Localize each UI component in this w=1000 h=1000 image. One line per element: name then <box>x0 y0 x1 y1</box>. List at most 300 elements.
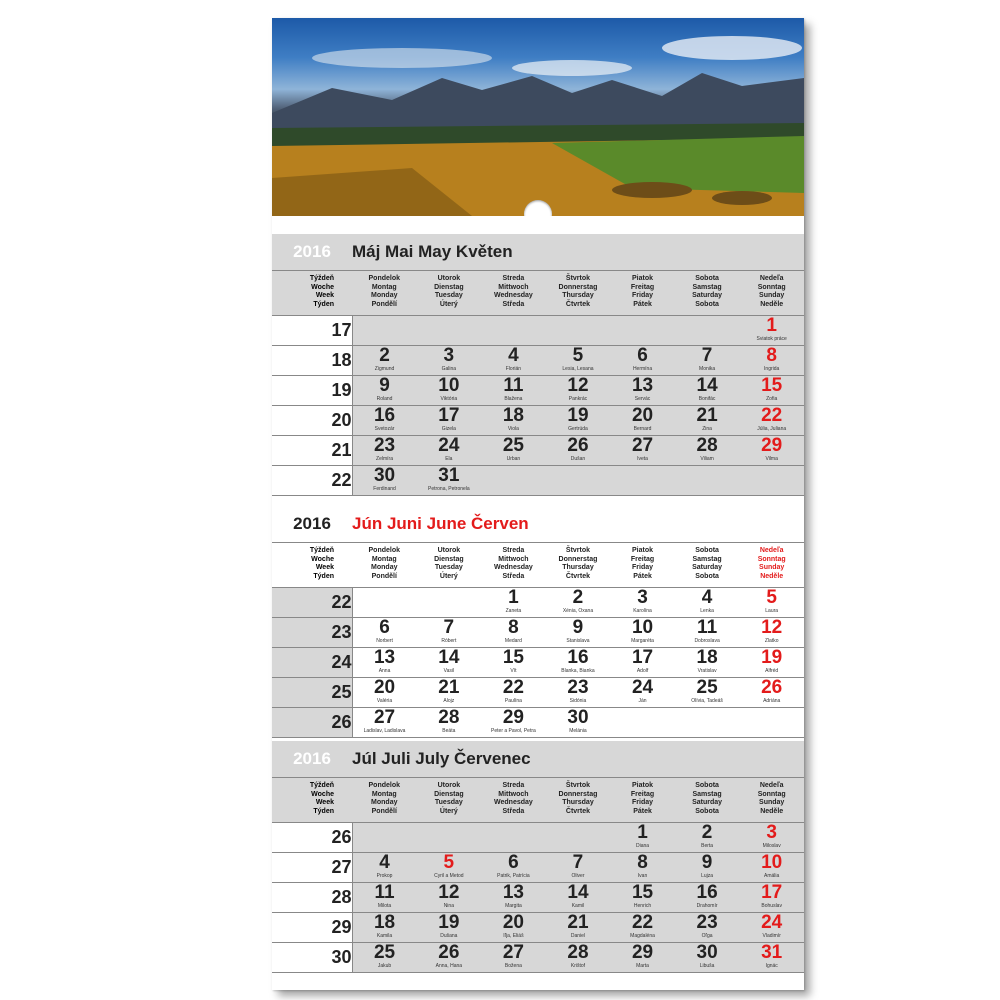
day-cell <box>352 853 417 883</box>
name-day: Svetozár <box>374 426 395 432</box>
weekday-header: Nedeľa Sonntag Sunday Neděle <box>739 778 804 823</box>
name-day: Gizela <box>441 426 456 432</box>
day-cell <box>739 618 804 648</box>
name-day: Marta <box>636 963 649 969</box>
day-number: 28 <box>567 942 589 963</box>
day-number: 22 <box>502 677 524 698</box>
day-cell <box>610 588 675 618</box>
week-row <box>272 678 804 708</box>
weekday-header: Sobota Samstag Saturday Sobota <box>675 543 740 588</box>
day-cell <box>739 346 804 376</box>
day-cell <box>675 648 740 678</box>
name-day: Žaneta <box>505 608 522 614</box>
name-day: Monika <box>699 366 716 372</box>
name-day: Vít <box>510 668 517 674</box>
day-cell <box>352 618 417 648</box>
week-number: 18 <box>272 346 352 376</box>
name-day: Florián <box>505 366 522 372</box>
day-number: 1 <box>766 315 777 336</box>
week-row <box>272 853 804 883</box>
day-cell <box>352 436 417 466</box>
weekday-header: Nedeľa Sonntag Sunday Neděle <box>739 271 804 316</box>
name-day: Valéria <box>376 698 393 704</box>
landscape-photo <box>272 18 804 216</box>
day-cell <box>417 406 482 436</box>
day-cell <box>739 853 804 883</box>
day-cell <box>546 883 611 913</box>
empty-day-cell <box>417 588 482 618</box>
week-number: 21 <box>272 436 352 466</box>
empty-day-cell <box>481 823 546 853</box>
name-day: Lujza <box>701 873 714 879</box>
month-block <box>272 234 804 496</box>
day-cell <box>675 913 740 943</box>
day-number: 27 <box>631 435 654 456</box>
day-cell <box>610 346 675 376</box>
day-number: 31 <box>761 942 783 963</box>
weekday-header: Utorok Dienstag Tuesday Úterý <box>417 543 482 588</box>
name-day: Oliver <box>571 873 585 879</box>
day-number: 12 <box>761 617 783 638</box>
name-day: Patrik, Patrícia <box>497 873 530 879</box>
day-cell <box>675 588 740 618</box>
name-day: Xénia, Oxana <box>562 608 594 614</box>
week-number: 25 <box>272 678 352 708</box>
day-number: 23 <box>373 435 396 456</box>
day-number: 26 <box>567 435 589 456</box>
day-number: 19 <box>567 405 589 426</box>
month-block <box>272 506 804 738</box>
week-number: 20 <box>272 406 352 436</box>
name-day: Drahomír <box>696 903 718 909</box>
week-number: 28 <box>272 883 352 913</box>
day-number: 8 <box>637 852 648 873</box>
day-cell <box>739 648 804 678</box>
day-number: 18 <box>696 647 718 668</box>
name-day: Roland <box>376 396 393 402</box>
week-row <box>272 823 804 853</box>
day-cell <box>675 883 740 913</box>
name-day: Kamil <box>571 903 585 909</box>
name-day: Henrich <box>633 903 652 909</box>
name-day: Róbert <box>441 638 457 644</box>
week-row <box>272 618 804 648</box>
empty-day-cell <box>352 316 417 346</box>
day-cell <box>546 853 611 883</box>
day-cell <box>481 376 546 406</box>
empty-day-cell <box>739 708 804 738</box>
weekday-header: Sobota Samstag Saturday Sobota <box>675 778 740 823</box>
day-cell <box>739 943 804 973</box>
name-day: Margita <box>505 903 522 909</box>
day-cell <box>610 913 675 943</box>
day-cell <box>417 436 482 466</box>
day-cell <box>739 588 804 618</box>
day-cell <box>546 436 611 466</box>
day-cell <box>481 618 546 648</box>
empty-day-cell <box>352 588 417 618</box>
day-cell <box>481 588 546 618</box>
day-number: 1 <box>637 822 648 843</box>
day-number: 30 <box>567 707 589 728</box>
name-day: Miloslav <box>762 843 781 849</box>
day-number: 5 <box>766 587 777 608</box>
day-number: 17 <box>631 647 654 668</box>
weekday-header: Streda Mittwoch Wednesday Středa <box>481 778 546 823</box>
day-number: 20 <box>502 912 524 933</box>
name-day: Margaréta <box>631 638 654 644</box>
weekday-header: Streda Mittwoch Wednesday Středa <box>481 271 546 316</box>
day-cell <box>417 618 482 648</box>
empty-day-cell <box>739 466 804 496</box>
name-day: Viktória <box>440 396 458 402</box>
month-year: 2016 <box>293 242 331 261</box>
day-number: 24 <box>631 677 654 698</box>
day-number: 7 <box>701 345 713 366</box>
day-number: 25 <box>696 677 718 698</box>
week-row <box>272 376 804 406</box>
day-number: 4 <box>508 345 519 366</box>
day-number: 10 <box>761 852 783 873</box>
name-day: Vasil <box>443 668 455 674</box>
day-number: 28 <box>696 435 718 456</box>
day-number: 6 <box>637 345 648 366</box>
weekday-header: Pondelok Montag Monday Pondělí <box>352 543 417 588</box>
day-cell <box>352 678 417 708</box>
day-number: 9 <box>572 617 584 638</box>
weekday-header: Nedeľa Sonntag Sunday Neděle <box>739 543 804 588</box>
day-cell <box>481 883 546 913</box>
week-number-header: Týždeň Woche Week Týden <box>272 543 352 588</box>
day-cell <box>675 436 740 466</box>
name-day: Libuša <box>699 963 715 969</box>
day-number: 27 <box>502 942 524 963</box>
day-cell <box>352 346 417 376</box>
name-day: Bonifác <box>698 396 716 402</box>
name-day: Iľja, Eliáš <box>503 933 524 939</box>
day-cell <box>546 406 611 436</box>
day-number: 23 <box>696 912 718 933</box>
day-cell <box>546 913 611 943</box>
weekday-header: Pondelok Montag Monday Pondělí <box>352 271 417 316</box>
day-cell <box>610 406 675 436</box>
week-number: 24 <box>272 648 352 678</box>
wall-calendar <box>272 18 804 990</box>
day-number: 30 <box>373 465 396 486</box>
week-number: 26 <box>272 708 352 738</box>
day-cell <box>481 648 546 678</box>
week-number: 23 <box>272 618 352 648</box>
week-row <box>272 943 804 973</box>
day-cell <box>417 943 482 973</box>
name-day: Cyril a Metod <box>434 873 464 879</box>
weekday-header: Piatok Freitag Friday Pátek <box>610 778 675 823</box>
month-block <box>272 741 804 973</box>
day-cell <box>739 823 804 853</box>
weekday-header: Utorok Dienstag Tuesday Úterý <box>417 271 482 316</box>
name-day: Blažena <box>504 396 523 402</box>
name-day: Dobroslava <box>694 638 720 644</box>
day-cell <box>739 883 804 913</box>
day-number: 10 <box>438 375 460 396</box>
name-day: Amália <box>764 873 780 879</box>
empty-day-cell <box>546 466 611 496</box>
name-day: Lenka <box>700 608 714 614</box>
day-number: 15 <box>761 375 783 396</box>
day-cell <box>610 648 675 678</box>
week-number: 30 <box>272 943 352 973</box>
day-cell <box>417 883 482 913</box>
name-day: Iveta <box>637 456 648 462</box>
day-cell <box>610 436 675 466</box>
day-number: 6 <box>379 617 390 638</box>
day-cell <box>675 943 740 973</box>
name-day: Diana <box>635 843 650 849</box>
name-day: Viola <box>507 426 519 432</box>
day-cell <box>739 436 804 466</box>
day-cell <box>546 376 611 406</box>
day-number: 14 <box>438 647 460 668</box>
name-day: Viliam <box>700 456 714 462</box>
week-row <box>272 466 804 496</box>
month-title: Máj Mai May Květen <box>352 242 513 261</box>
week-number: 29 <box>272 913 352 943</box>
landscape-illustration <box>272 18 804 216</box>
day-cell <box>417 853 482 883</box>
day-cell <box>352 466 417 496</box>
name-day: Bohuslav <box>761 903 782 909</box>
day-cell <box>675 406 740 436</box>
week-number-header: Týždeň Woche Week Týden <box>272 271 352 316</box>
week-row <box>272 588 804 618</box>
empty-day-cell <box>610 466 675 496</box>
day-cell <box>610 943 675 973</box>
month-title: Júl Juli July Červenec <box>352 749 531 768</box>
month-grid <box>272 271 804 496</box>
week-row <box>272 346 804 376</box>
day-cell <box>481 678 546 708</box>
empty-day-cell <box>610 708 675 738</box>
day-number: 16 <box>373 405 396 426</box>
name-day: Ingrida <box>764 366 780 372</box>
day-number: 25 <box>373 942 396 963</box>
name-day: Ela <box>445 456 453 462</box>
name-day: Prokop <box>376 873 393 879</box>
weekday-header: Štvrtok Donnerstag Thursday Čtvrtek <box>546 543 611 588</box>
name-day: Nina <box>443 903 454 909</box>
name-day: Servác <box>634 396 651 402</box>
name-day: Stanislava <box>566 638 590 644</box>
day-cell <box>481 436 546 466</box>
name-day: Ignác <box>765 963 778 969</box>
day-number: 29 <box>761 435 783 456</box>
day-number: 2 <box>701 822 713 843</box>
name-day: Sidónia <box>569 698 587 704</box>
weekday-header: Štvrtok Donnerstag Thursday Čtvrtek <box>546 271 611 316</box>
day-cell <box>610 376 675 406</box>
day-cell <box>739 316 804 346</box>
weekday-header: Utorok Dienstag Tuesday Úterý <box>417 778 482 823</box>
day-cell <box>739 678 804 708</box>
month-header <box>272 741 804 778</box>
name-day: Hermína <box>632 366 653 372</box>
day-number: 14 <box>567 882 589 903</box>
empty-day-cell <box>610 316 675 346</box>
day-number: 4 <box>701 587 713 608</box>
day-cell <box>417 708 482 738</box>
name-day: Blanka, Bianka <box>561 668 595 674</box>
day-cell <box>417 346 482 376</box>
month-header <box>272 234 804 271</box>
week-number: 26 <box>272 823 352 853</box>
day-number: 20 <box>373 677 396 698</box>
day-cell <box>739 376 804 406</box>
name-day: Vladimír <box>762 933 781 939</box>
name-day: Norbert <box>376 638 393 644</box>
month-year: 2016 <box>293 749 331 768</box>
day-number: 10 <box>631 617 654 638</box>
weekday-header: Pondelok Montag Monday Pondělí <box>352 778 417 823</box>
day-cell <box>352 883 417 913</box>
day-cell <box>546 678 611 708</box>
day-number: 11 <box>374 882 395 903</box>
name-day: Júlia, Juliana <box>757 426 787 432</box>
name-day: Anna, Hana <box>435 963 463 969</box>
day-number: 9 <box>701 852 713 873</box>
name-day: Berta <box>701 843 714 849</box>
day-number: 6 <box>508 852 519 873</box>
day-number: 26 <box>761 677 783 698</box>
weekday-header-row <box>272 271 804 316</box>
day-number: 9 <box>379 375 390 396</box>
day-cell <box>546 648 611 678</box>
name-day: Petrona, Petronela <box>427 486 470 492</box>
week-row <box>272 913 804 943</box>
day-cell <box>675 618 740 648</box>
day-number: 24 <box>761 912 783 933</box>
day-cell <box>546 588 611 618</box>
day-cell <box>739 406 804 436</box>
empty-day-cell <box>675 316 740 346</box>
weekday-header: Piatok Freitag Friday Pátek <box>610 543 675 588</box>
day-cell <box>546 708 611 738</box>
month-year: 2016 <box>293 514 331 533</box>
day-cell <box>481 406 546 436</box>
day-cell <box>481 943 546 973</box>
day-number: 20 <box>631 405 654 426</box>
name-day: Oľga <box>701 933 713 939</box>
name-day: Urban <box>506 456 521 462</box>
day-cell <box>481 346 546 376</box>
name-day: Gertrúda <box>568 426 588 432</box>
day-cell <box>610 678 675 708</box>
day-number: 15 <box>631 882 654 903</box>
day-cell <box>352 376 417 406</box>
day-number: 3 <box>637 587 648 608</box>
name-day: Melánia <box>569 728 587 734</box>
day-number: 13 <box>373 647 396 668</box>
name-day: Pankrác <box>568 396 588 402</box>
name-day: Milota <box>377 903 392 909</box>
day-cell <box>417 376 482 406</box>
day-cell <box>610 618 675 648</box>
day-number: 8 <box>766 345 777 366</box>
day-cell <box>417 678 482 708</box>
day-number: 5 <box>572 345 584 366</box>
day-cell <box>610 853 675 883</box>
empty-day-cell <box>417 823 482 853</box>
day-number: 31 <box>438 465 460 486</box>
day-number: 2 <box>379 345 390 366</box>
day-number: 11 <box>503 375 524 396</box>
name-day: Magdaléna <box>630 933 655 939</box>
week-row <box>272 406 804 436</box>
week-row <box>272 436 804 466</box>
name-day: Krištof <box>570 963 586 969</box>
day-cell <box>417 913 482 943</box>
name-day: Želmíra <box>376 456 393 462</box>
week-number: 27 <box>272 853 352 883</box>
day-cell <box>610 823 675 853</box>
name-day: Adriána <box>763 698 781 704</box>
day-number: 27 <box>373 707 396 728</box>
day-cell <box>481 708 546 738</box>
name-day: Laura <box>765 608 779 614</box>
month-title: Jún Juni June Červen <box>352 514 529 533</box>
day-cell <box>352 648 417 678</box>
weekday-header: Piatok Freitag Friday Pátek <box>610 271 675 316</box>
name-day: Beáta <box>442 728 456 734</box>
day-number: 28 <box>438 707 460 728</box>
name-day: Ivan <box>637 873 648 879</box>
weekday-header: Sobota Samstag Saturday Sobota <box>675 271 740 316</box>
day-number: 26 <box>438 942 460 963</box>
week-row <box>272 883 804 913</box>
weekday-header: Štvrtok Donnerstag Thursday Čtvrtek <box>546 778 611 823</box>
name-day: Ladislav, Ladislava <box>363 728 406 734</box>
name-day: Vratislav <box>697 668 717 674</box>
name-day: Žigmund <box>374 366 395 372</box>
month-grid <box>272 543 804 738</box>
day-number: 30 <box>696 942 718 963</box>
week-number-header: Týždeň Woche Week Týden <box>272 778 352 823</box>
day-number: 21 <box>438 677 460 698</box>
name-day: Zlatko <box>764 638 779 644</box>
day-cell <box>610 883 675 913</box>
day-number: 7 <box>572 852 584 873</box>
week-row <box>272 708 804 738</box>
week-row <box>272 648 804 678</box>
name-day: Božena <box>504 963 522 969</box>
day-number: 3 <box>766 822 777 843</box>
weekday-header-row <box>272 778 804 823</box>
day-number: 19 <box>761 647 783 668</box>
weekday-header-row <box>272 543 804 588</box>
empty-day-cell <box>481 316 546 346</box>
day-cell <box>481 853 546 883</box>
day-cell <box>481 913 546 943</box>
day-number: 13 <box>502 882 524 903</box>
empty-day-cell <box>417 316 482 346</box>
day-number: 17 <box>761 882 783 903</box>
name-day: Bernard <box>633 426 652 432</box>
day-number: 15 <box>502 647 524 668</box>
day-cell <box>675 678 740 708</box>
day-number: 21 <box>567 912 589 933</box>
month-header <box>272 506 804 543</box>
day-cell <box>546 943 611 973</box>
day-cell <box>352 943 417 973</box>
